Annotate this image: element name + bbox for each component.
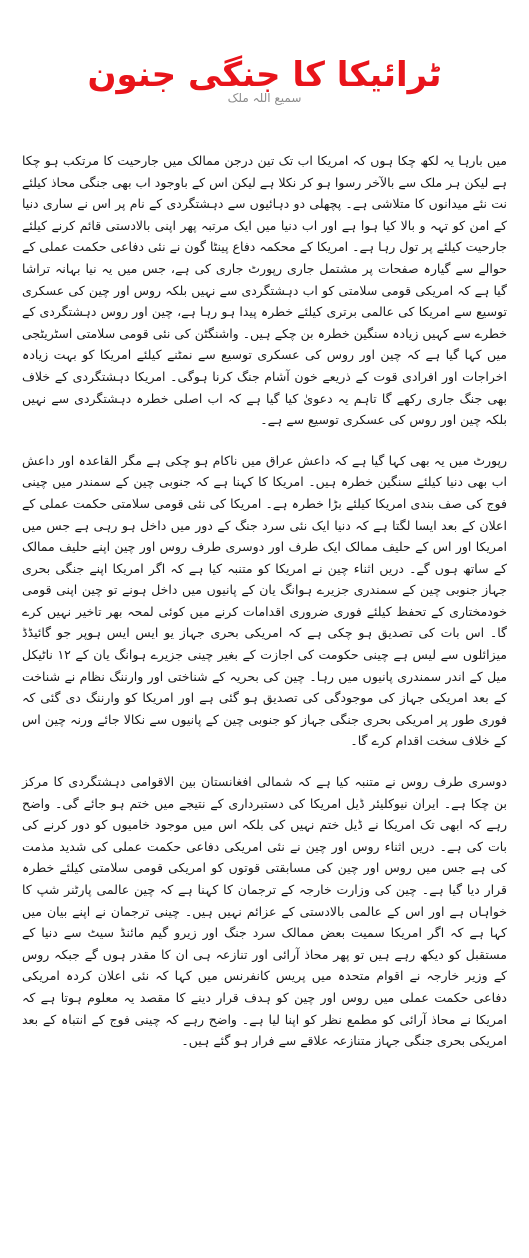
author-byline: سمیع اللہ ملک (227, 91, 302, 105)
article-paragraph: دوسری طرف روس نے متنبہ کیا ہے کہ شمالی افغانستان بین الاقوامی دہشتگردی کا مرکز بن چکا ہے۔ ایران نیوکلیئر ڈیل امریکا کی دستبرداری کے نتیجے میں ختم ہو جائے گی۔ واضح رہے کہ ابھی تک امریکا نے ڈیل ختم نہیں کی بلکہ اس میں موجود خامیوں کو دور کرنے کی بات کی ہے۔ دریں اثناء روس اور چین نے نئی امریکی دفاعی حکمت عملی کی شدید مذمت کی ہے جس میں روس اور چین کی مسابقتی قوتوں کو امریکی قومی سلامتی کیلئے خطرہ قرار دیا گیا ہے۔ چین کی وزارت خارجہ کے ترجمان کا کہنا ہے کہ چین عالمی پارٹنر شپ کا خواہاں ہے اور اس کے عالمی بالادستی کے عزائم نہیں ہیں۔ چینی ترجمان نے اپنے بیان میں کہا ہے کہ اگر امریکا سمیت بعض ممالک سرد جنگ اور زیرو گیم مائنڈ سیٹ سے دنیا کے مستقبل کو دیکھ رہے ہیں تو پھر محاذ آرائی اور تنازعہ ہی ان کا مقدر ہوں گے جبکہ روس کے وزیر خارجہ نے اقوام متحدہ میں پریس کانفرنس میں کہا کہ نئی اعلان کردہ امریکی دفاعی حکمت عملی میں روس اور چین کو ہدف قرار دینے کا مقصد یہ معلوم ہوتا ہے کہ امریکا نے محاذ آرائی کو مطمع نظر کو اپنا لیا ہے۔ واضح رہے کہ چینی فوج کے انتباہ کے بعد امریکی بحری جنگی جہاز متنازعہ علاقے سے فرار ہو گئے ہیں۔ (22, 774, 507, 1049)
article-paragraph: رپورٹ میں یہ بھی کہا گیا ہے کہ داعش عراق میں ناکام ہو چکی ہے مگر القاعدہ اور داعش اب بھی دنیا کیلئے سنگین خطرہ ہیں۔ امریکا کا کہنا ہے کہ جنوبی چین کے سمندر میں چینی فوج کی صف بندی امریکا کیلئے بڑا خطرہ ہے۔ امریکا کی نئی قومی سلامتی حکمت عملی کے اعلان کے بعد ایسا لگتا ہے کہ دنیا ایک نئی سرد جنگ کے دور میں داخل ہو رہی ہے جس میں امریکا اور اس کے حلیف ممالک ایک طرف اور دوسری طرف روس اور چین اپنے حلیف ممالک کے ساتھ ہوں گے۔ دریں اثناء چین نے امریکا کو متنبہ کیا ہے کہ اگر امریکا اپنے جنگی بحری جہاز جنوبی چین کے سمندری جزیرے ہوانگ یان کے پانیوں میں داخل ہونے تو چین اپنی قومی خودمختاری کے تحفظ کیلئے فوری ضروری اقدامات کرنے میں کوئی لمحہ بھر تاخیر نہیں کرے گا۔ اس بات کی تصدیق ہو چکی ہے کہ امریکی بحری جہاز یو ایس ایس ہوپر جو گائیڈڈ میزائلوں سے لیس ہے چینی حکومت کی اجازت کے بغیر چینی جزیرے ہوانگ یان کے ۱۲ ناٹیکل میل کے اندر سمندری پانیوں میں رہا۔ چین کی بحریہ کے شناختی اور وارننگ نظام نے شناخت کے بعد امریکی جہاز کی موجودگی کی تصدیق ہو گئی ہے اور امریکا کو وارننگ دی گئی کہ فوری طور پر امریکی بحری جنگی جہاز کو جنوبی چین کے پانیوں سے نکالا جائے ورنہ چین اس کے خلاف سخت اقدام کرے گا۔ (22, 452, 508, 749)
article-body (22, 150, 507, 1071)
article-paragraph: میں بارہا یہ لکھ چکا ہوں کہ امریکا اب تک تین درجن ممالک میں جارحیت کا مرتکب ہو چکا ہے لیکن ہر ملک سے بالآخر رسوا ہو کر نکلا ہے لیکن اس کے باوجود اب بھی جنگی محاذ کیلئے نت نئے میدانوں کا متلاشی ہے۔ پچھلی دو دہائیوں سے دہشتگردی کے نام پر اس نے ساری دنیا کے امن کو تہہ و بالا کیا ہوا ہے اور اب دنیا میں ایک مرتبہ پھر اپنی بالادستی قائم کرنے کیلئے جارحیت کیلئے پر تول رہا ہے۔ امریکا کے محکمہ دفاع پینٹا گون نے نئی دفاعی حکمت عملی کے حوالے سے گیارہ صفحات پر مشتمل جاری رپورٹ جاری کی ہے، جس میں یہ نیا بہانہ تراشا گیا ہے کہ امریکی قومی سلامتی کو اب دہشتگردی سے نہیں بلکہ روس اور چین کی عسکری توسیع سے امریکا کی عالمی برتری کیلئے خطرہ پیدا ہو رہا ہے، چین اور روس دہشتگردی کے خطرے سے کہیں زیادہ سنگین خطرہ بن چکے ہیں۔ واشنگٹن کی نئی قومی سلامتی اسٹریٹجی میں کہا گیا ہے کہ چین اور روس کی عسکری توسیع سے نمٹنے کیلئے امریکا کو بہت زیادہ اخراجات اور افرادی قوت کے ذریعے خون آشام جنگ کرنا ہوگی۔ امریکا دہشتگردی کے خلاف بھی جنگ جاری رکھے گا تاہم یہ دعویٰ کیا گیا ہے کہ اب اصلی خطرہ دہشتگردی سے نہیں بلکہ چین اور روس کی عسکری توسیع سے ہے۔ (22, 153, 507, 428)
article-headline: ٹرائیکا کا جنگی جنون (87, 54, 442, 95)
